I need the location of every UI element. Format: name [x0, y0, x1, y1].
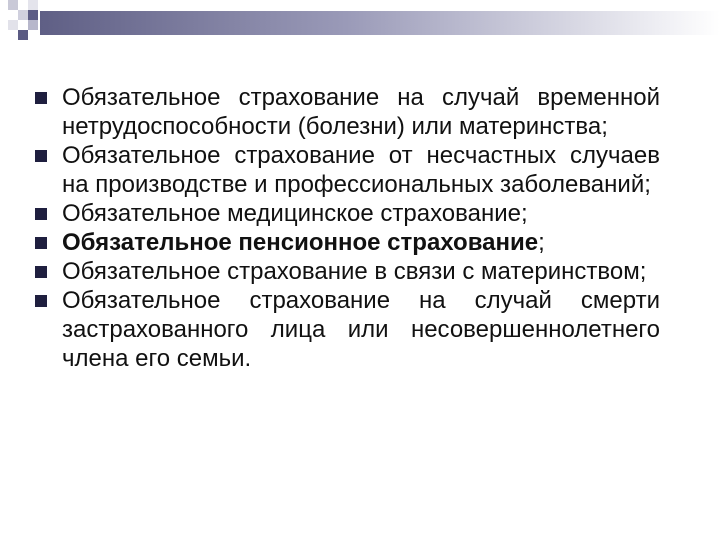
decor-square	[18, 30, 28, 40]
list-item-text: Обязательное страхование на случай временной нетрудоспособности (болезни) или материнства;	[62, 84, 660, 140]
header-gradient-band	[40, 11, 720, 35]
list-item-text: Обязательное страхование на случай смерти застрахованного лица или несовершеннолетнего члена его семьи.	[62, 287, 660, 372]
list-item-text: Обязательное страхование в связи с материнством;	[62, 258, 647, 285]
list-item	[32, 83, 660, 141]
list-item-suffix: ;	[538, 229, 545, 256]
decor-square	[28, 0, 38, 10]
square-bullet-icon	[35, 92, 47, 104]
square-bullet-icon	[35, 150, 47, 162]
bullet-list	[32, 83, 660, 373]
decor-square	[28, 20, 38, 30]
list-item	[32, 286, 660, 373]
decor-square	[8, 10, 18, 20]
list-item-text: Обязательное пенсионное страхование	[62, 229, 539, 256]
decor-square	[8, 0, 18, 10]
decor-square	[18, 10, 28, 20]
square-bullet-icon	[35, 237, 47, 249]
list-item	[32, 199, 660, 228]
decor-square	[18, 20, 28, 30]
list-item-highlighted	[32, 228, 660, 257]
square-bullet-icon	[35, 295, 47, 307]
list-item	[32, 257, 660, 286]
list-item-text: Обязательное страхование от несчастных случаев на производстве и профессиональных заболеваний;	[62, 142, 660, 198]
decor-square	[8, 20, 18, 30]
square-bullet-icon	[35, 208, 47, 220]
list-item	[32, 141, 660, 199]
list-item-text: Обязательное медицинское страхование;	[62, 200, 528, 227]
decor-square	[28, 10, 38, 20]
slide-content	[32, 83, 660, 373]
square-bullet-icon	[35, 266, 47, 278]
